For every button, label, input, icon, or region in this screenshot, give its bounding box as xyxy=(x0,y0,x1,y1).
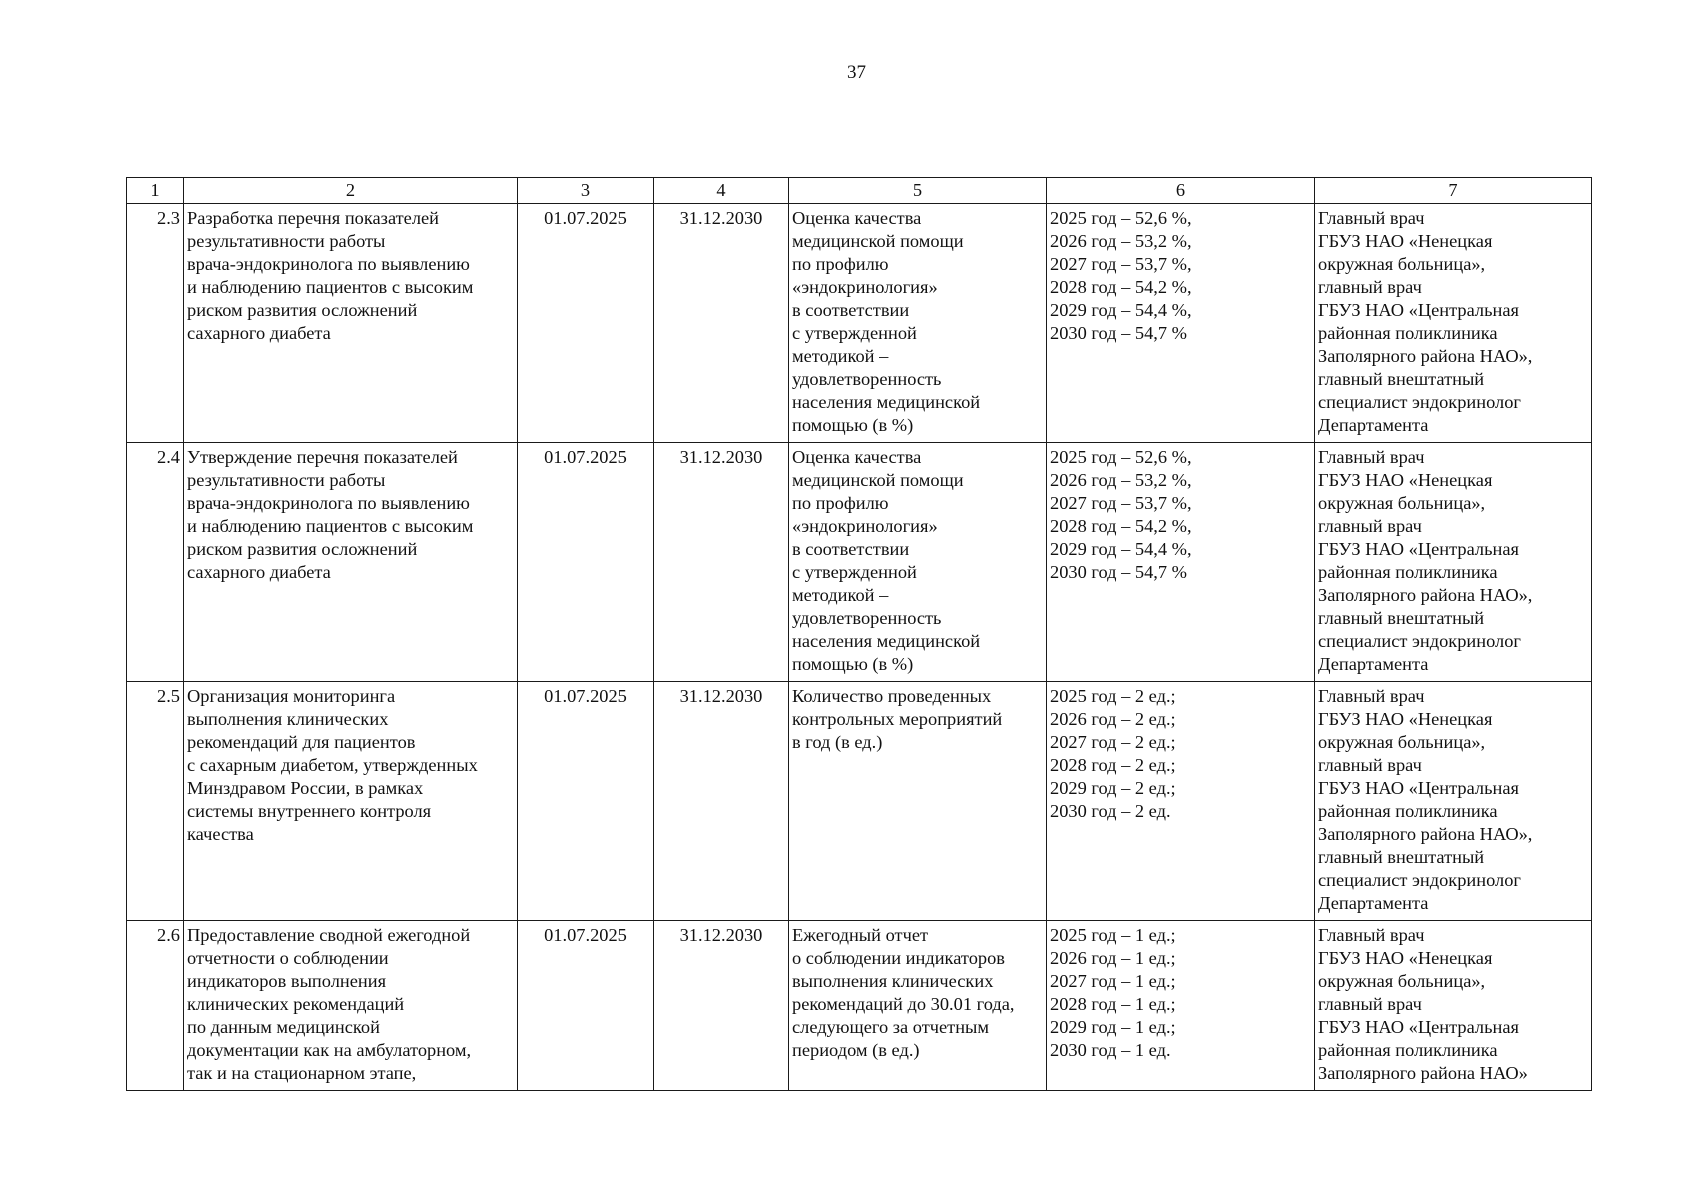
responsible-line: окружная больница», xyxy=(1318,971,1486,991)
indicator-line: с утвержденной xyxy=(792,323,917,343)
responsible-line: главный врач xyxy=(1318,277,1422,297)
responsible-line: Департамента xyxy=(1318,415,1429,435)
activity-name-line: Утверждение перечня показателей xyxy=(187,447,458,467)
indicator-line: периодом (в ед.) xyxy=(792,1040,920,1060)
indicator-values-line: 2029 год – 54,4 %, xyxy=(1050,539,1192,559)
indicator-values-line: 2030 год – 2 ед. xyxy=(1050,801,1171,821)
responsible-line: районная поликлиника xyxy=(1318,801,1498,821)
indicator-line: медицинской помощи xyxy=(792,231,964,251)
responsible-line: специалист эндокринолог xyxy=(1318,631,1521,651)
indicator-line: «эндокринология» xyxy=(792,516,938,536)
column-number: 5 xyxy=(789,178,1047,204)
activity-name-line: врача-эндокринолога по выявлению xyxy=(187,493,470,513)
start-date: 01.07.2025 xyxy=(518,682,654,921)
table-row xyxy=(127,443,1592,682)
responsible-line: Департамента xyxy=(1318,893,1429,913)
indicator xyxy=(789,443,1047,682)
indicator xyxy=(789,682,1047,921)
activity-name-line: Минздравом России, в рамках xyxy=(187,778,424,798)
responsible xyxy=(1315,921,1592,1091)
indicator-values xyxy=(1047,204,1315,443)
indicator xyxy=(789,921,1047,1091)
responsible-line: Заполярного района НАО», xyxy=(1318,824,1533,844)
end-date: 31.12.2030 xyxy=(654,921,789,1091)
responsible-line: районная поликлиника xyxy=(1318,1040,1498,1060)
indicator-values-line: 2028 год – 54,2 %, xyxy=(1050,277,1192,297)
responsible xyxy=(1315,204,1592,443)
activity-name-line: и наблюдению пациентов с высоким xyxy=(187,277,474,297)
activity-name-line: Организация мониторинга xyxy=(187,686,396,706)
table-row xyxy=(127,204,1592,443)
column-number: 7 xyxy=(1315,178,1592,204)
responsible-line: ГБУЗ НАО «Центральная xyxy=(1318,539,1519,559)
indicator-line: Оценка качества xyxy=(792,447,922,467)
column-number: 3 xyxy=(518,178,654,204)
activity-name-line: Предоставление сводной ежегодной xyxy=(187,925,471,945)
table-row xyxy=(127,921,1592,1091)
activity-name xyxy=(184,204,518,443)
indicator-line: Оценка качества xyxy=(792,208,922,228)
responsible xyxy=(1315,443,1592,682)
activity-name-line: выполнения клинических xyxy=(187,709,389,729)
indicator-line: помощью (в %) xyxy=(792,415,914,435)
activity-name-line: врача-эндокринолога по выявлению xyxy=(187,254,470,274)
indicator-line: методикой – xyxy=(792,585,889,605)
start-date: 01.07.2025 xyxy=(518,204,654,443)
indicator-values-line: 2026 год – 2 ед.; xyxy=(1050,709,1176,729)
indicator-line: рекомендаций до 30.01 года, xyxy=(792,994,1015,1014)
start-date: 01.07.2025 xyxy=(518,443,654,682)
item-number: 2.5 xyxy=(127,682,184,921)
responsible-line: главный врач xyxy=(1318,994,1422,1014)
indicator-line: населения медицинской xyxy=(792,392,981,412)
indicator-values-line: 2030 год – 1 ед. xyxy=(1050,1040,1171,1060)
indicator-values-line: 2029 год – 1 ед.; xyxy=(1050,1017,1176,1037)
indicator-values-line: 2030 год – 54,7 % xyxy=(1050,323,1187,343)
table-row xyxy=(127,682,1592,921)
responsible-line: ГБУЗ НАО «Ненецкая xyxy=(1318,231,1493,251)
activity-name-line: документации как на амбулаторном, xyxy=(187,1040,472,1060)
responsible-line: Главный врач xyxy=(1318,447,1425,467)
responsible-line: окружная больница», xyxy=(1318,254,1486,274)
indicator-values-line: 2025 год – 2 ед.; xyxy=(1050,686,1176,706)
activity-name-line: результативности работы xyxy=(187,231,386,251)
responsible-line: ГБУЗ НАО «Ненецкая xyxy=(1318,470,1493,490)
activity-name-line: сахарного диабета xyxy=(187,323,331,343)
indicator-values-line: 2029 год – 54,4 %, xyxy=(1050,300,1192,320)
indicator-values-line: 2027 год – 53,7 %, xyxy=(1050,493,1192,513)
activity-name-line: и наблюдению пациентов с высоким xyxy=(187,516,474,536)
activity-name-line: с сахарным диабетом, утвержденных xyxy=(187,755,478,775)
responsible-line: Заполярного района НАО» xyxy=(1318,1063,1528,1083)
responsible-line: ГБУЗ НАО «Центральная xyxy=(1318,778,1519,798)
page-number: 37 xyxy=(847,62,866,83)
responsible-line: специалист эндокринолог xyxy=(1318,392,1521,412)
indicator-line: о соблюдении индикаторов xyxy=(792,948,1005,968)
indicator-line: следующего за отчетным xyxy=(792,1017,990,1037)
item-number: 2.6 xyxy=(127,921,184,1091)
responsible xyxy=(1315,682,1592,921)
responsible-line: окружная больница», xyxy=(1318,732,1486,752)
responsible-line: ГБУЗ НАО «Ненецкая xyxy=(1318,709,1493,729)
column-number: 4 xyxy=(654,178,789,204)
indicator-values-line: 2030 год – 54,7 % xyxy=(1050,562,1187,582)
activity-name-line: так и на стационарном этапе, xyxy=(187,1063,417,1083)
column-number: 6 xyxy=(1047,178,1315,204)
end-date: 31.12.2030 xyxy=(654,682,789,921)
activity-name-line: результативности работы xyxy=(187,470,386,490)
activity-name-line: отчетности о соблюдении xyxy=(187,948,389,968)
activity-name-line: системы внутреннего контроля xyxy=(187,801,432,821)
responsible-line: ГБУЗ НАО «Центральная xyxy=(1318,300,1519,320)
indicator-values-line: 2027 год – 1 ед.; xyxy=(1050,971,1176,991)
responsible-line: Главный врач xyxy=(1318,686,1425,706)
end-date: 31.12.2030 xyxy=(654,204,789,443)
indicator-line: по профилю xyxy=(792,493,889,513)
responsible-line: Заполярного района НАО», xyxy=(1318,346,1533,366)
indicator-line: с утвержденной xyxy=(792,562,917,582)
indicator-line: в год (в ед.) xyxy=(792,732,883,752)
indicator-values-line: 2026 год – 53,2 %, xyxy=(1050,231,1192,251)
responsible-line: главный врач xyxy=(1318,755,1422,775)
activity-name-line: риском развития осложнений xyxy=(187,539,418,559)
item-number: 2.4 xyxy=(127,443,184,682)
responsible-line: Главный врач xyxy=(1318,208,1425,228)
indicator-values xyxy=(1047,921,1315,1091)
indicator-values-line: 2026 год – 53,2 %, xyxy=(1050,470,1192,490)
indicator-line: населения медицинской xyxy=(792,631,981,651)
responsible-line: специалист эндокринолог xyxy=(1318,870,1521,890)
activity-name-line: индикаторов выполнения xyxy=(187,971,387,991)
activity-name xyxy=(184,682,518,921)
indicator-line: методикой – xyxy=(792,346,889,366)
indicator-line: Ежегодный отчет xyxy=(792,925,929,945)
activity-name-line: сахарного диабета xyxy=(187,562,331,582)
indicator-line: «эндокринология» xyxy=(792,277,938,297)
start-date: 01.07.2025 xyxy=(518,921,654,1091)
activity-name-line: по данным медицинской xyxy=(187,1017,380,1037)
responsible-line: главный врач xyxy=(1318,516,1422,536)
responsible-line: районная поликлиника xyxy=(1318,562,1498,582)
indicator-values-line: 2025 год – 52,6 %, xyxy=(1050,447,1192,467)
responsible-line: Главный врач xyxy=(1318,925,1425,945)
responsible-line: ГБУЗ НАО «Ненецкая xyxy=(1318,948,1493,968)
indicator-line: удовлетворенность xyxy=(792,369,942,389)
indicator-values xyxy=(1047,443,1315,682)
responsible-line: районная поликлиника xyxy=(1318,323,1498,343)
responsible-line: главный внештатный xyxy=(1318,608,1485,628)
responsible-line: главный внештатный xyxy=(1318,369,1485,389)
responsible-line: главный внештатный xyxy=(1318,847,1485,867)
item-number: 2.3 xyxy=(127,204,184,443)
activity-name-line: рекомендаций для пациентов xyxy=(187,732,416,752)
responsible-line: Департамента xyxy=(1318,654,1429,674)
indicator-line: удовлетворенность xyxy=(792,608,942,628)
activity-name-line: риском развития осложнений xyxy=(187,300,418,320)
indicator-line: в соответствии xyxy=(792,300,910,320)
indicator xyxy=(789,204,1047,443)
activity-name xyxy=(184,443,518,682)
indicator-line: в соответствии xyxy=(792,539,910,559)
indicator-values-line: 2028 год – 2 ед.; xyxy=(1050,755,1176,775)
indicator-values-line: 2026 год – 1 ед.; xyxy=(1050,948,1176,968)
activity-name xyxy=(184,921,518,1091)
column-number: 1 xyxy=(127,178,184,204)
indicator-values xyxy=(1047,682,1315,921)
indicator-line: выполнения клинических xyxy=(792,971,994,991)
indicator-values-line: 2028 год – 54,2 %, xyxy=(1050,516,1192,536)
activity-name-line: клинических рекомендаций xyxy=(187,994,405,1014)
indicator-values-line: 2028 год – 1 ед.; xyxy=(1050,994,1176,1014)
indicator-line: контрольных мероприятий xyxy=(792,709,1003,729)
indicator-line: помощью (в %) xyxy=(792,654,914,674)
responsible-line: окружная больница», xyxy=(1318,493,1486,513)
column-number-row xyxy=(127,178,1592,204)
column-number: 2 xyxy=(184,178,518,204)
indicator-values-line: 2027 год – 2 ед.; xyxy=(1050,732,1176,752)
indicator-values-line: 2025 год – 52,6 %, xyxy=(1050,208,1192,228)
measures-table xyxy=(126,177,1592,1091)
indicator-values-line: 2027 год – 53,7 %, xyxy=(1050,254,1192,274)
responsible-line: Заполярного района НАО», xyxy=(1318,585,1533,605)
activity-name-line: Разработка перечня показателей xyxy=(187,208,440,228)
indicator-values-line: 2029 год – 2 ед.; xyxy=(1050,778,1176,798)
indicator-line: медицинской помощи xyxy=(792,470,964,490)
indicator-values-line: 2025 год – 1 ед.; xyxy=(1050,925,1176,945)
end-date: 31.12.2030 xyxy=(654,443,789,682)
responsible-line: ГБУЗ НАО «Центральная xyxy=(1318,1017,1519,1037)
indicator-line: по профилю xyxy=(792,254,889,274)
indicator-line: Количество проведенных xyxy=(792,686,992,706)
activity-name-line: качества xyxy=(187,824,254,844)
